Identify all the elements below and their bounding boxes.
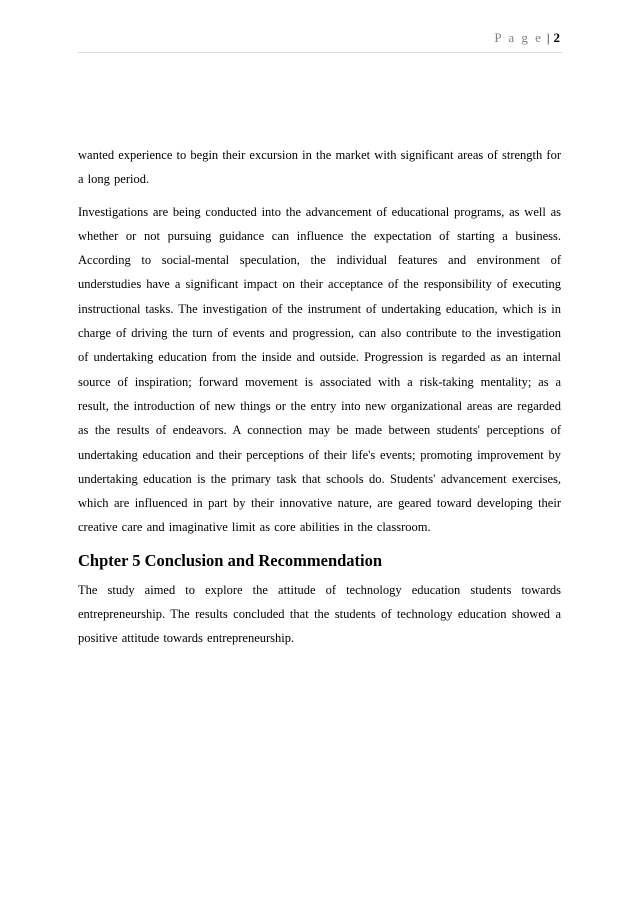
paragraph-continuation: wanted experience to begin their excursion in the market with significant areas of strength for a long period. <box>78 148 561 187</box>
chapter-heading: Chpter 5 Conclusion and Recommendation <box>78 550 383 570</box>
page-label: P a g e <box>494 30 543 45</box>
header-rule <box>78 52 562 53</box>
page-header <box>494 30 560 46</box>
page-number: 2 <box>553 30 560 45</box>
document-body <box>78 143 561 659</box>
paragraph-investigations: Investigations are being conducted into the advancement of educational programs, as well as whether or not pursuing guidance can influence the expectation of starting a business. According to social-mental speculation, the individual features and environment of understudies have a significant impact on their acceptance of the responsibility of executing instructional tasks. The investigation of the instrument of undertaking education, which is in charge of driving the turn of events and progression, can also contribute to the investigation of undertaking education from the inside and outside. Progression is regarded as an internal source of inspiration; forward movement is associated with a risk-taking mentality; as a result, the introduction of new things or the entry into new organizational areas are regarded as the results of endeavors. A connection may be made between students' perceptions of undertaking education and their perceptions of their life's events; promoting improvement by undertaking education is the primary task that schools do. Students' advancement exercises, which are influenced in part by their innovative nature, are geared toward developing their creative care and imaginative limit as core abilities in the classroom. <box>78 204 561 535</box>
page-separator: | <box>546 30 550 45</box>
paragraph-conclusion: The study aimed to explore the attitude of technology education students towards entrepreneurship. The results concluded that the students of technology education showed a positive attitude towards entrepreneurship. <box>78 582 561 646</box>
